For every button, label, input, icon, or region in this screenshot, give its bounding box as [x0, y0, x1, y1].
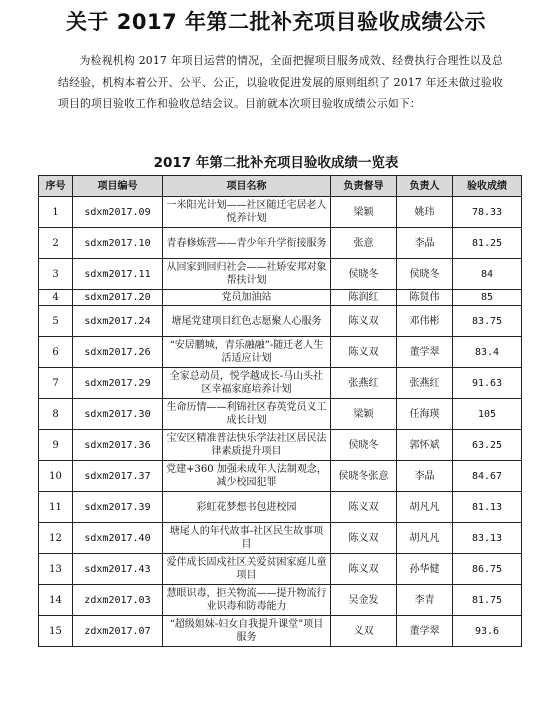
row-supervisor: 侯晓冬 — [331, 259, 397, 290]
table-row — [39, 430, 522, 461]
table-row — [39, 368, 522, 399]
row-score: 86.75 — [453, 554, 522, 585]
row-supervisor: 义双 — [331, 616, 397, 647]
row-code: sdxm2017.30 — [73, 399, 163, 430]
row-score: 78.33 — [453, 197, 522, 228]
row-no: 1 — [39, 197, 73, 228]
row-no: 9 — [39, 430, 73, 461]
row-name: 一米阳光计划——社区随迁宅居老人悦养计划 — [163, 197, 331, 228]
row-leader: 张燕红 — [397, 368, 453, 399]
row-code: sdxm2017.36 — [73, 430, 163, 461]
row-supervisor: 陈润红 — [331, 290, 397, 306]
row-name: 慧眼识毒，拒关物流——提升物流行业识毒和防毒能力 — [163, 585, 331, 616]
header-score: 验收成绩 — [453, 176, 522, 197]
row-leader: 邓伟彬 — [397, 306, 453, 337]
row-code: sdxm2017.09 — [73, 197, 163, 228]
row-score: 84.67 — [453, 461, 522, 492]
row-score: 83.75 — [453, 306, 522, 337]
row-code: sdxm2017.24 — [73, 306, 163, 337]
row-score: 81.13 — [453, 492, 522, 523]
table-row — [39, 228, 522, 259]
row-supervisor: 侯晓冬张意 — [331, 461, 397, 492]
row-leader: 侯晓冬 — [397, 259, 453, 290]
row-name: 塘尾人的年代故事-社区民生故事项目 — [163, 523, 331, 554]
row-leader: 胡凡凡 — [397, 492, 453, 523]
row-code: sdxm2017.11 — [73, 259, 163, 290]
row-no: 7 — [39, 368, 73, 399]
row-supervisor: 陈义双 — [331, 337, 397, 368]
row-no: 15 — [39, 616, 73, 647]
row-name: “超级姐妹-妇女自我提升课堂”项目服务 — [163, 616, 331, 647]
row-leader: 李晶 — [397, 228, 453, 259]
row-leader: 姚玮 — [397, 197, 453, 228]
row-score: 63.25 — [453, 430, 522, 461]
row-leader: 郭怀斌 — [397, 430, 453, 461]
row-name: 青春修炼营——青少年升学衔接服务 — [163, 228, 331, 259]
row-score: 81.25 — [453, 228, 522, 259]
table-row — [39, 585, 522, 616]
table-row — [39, 399, 522, 430]
row-supervisor: 梁颖 — [331, 197, 397, 228]
row-leader: 陈贤伟 — [397, 290, 453, 306]
row-no: 13 — [39, 554, 73, 585]
row-supervisor: 陈义双 — [331, 523, 397, 554]
row-leader: 任海瑛 — [397, 399, 453, 430]
row-no: 3 — [39, 259, 73, 290]
table-header-row — [39, 176, 522, 197]
intro-paragraph: 为检视机构 2017 年项目运营的情况，全面把握项目服务成效、经费执行合理性以及总结经验，机构本着公开、公平、公正，以验收促进发展的原则组织了 2017 年还未做过验收项目的项目验收工作和验收总结会议。目前就本次项目验收成绩公示如下： — [58, 54, 503, 110]
row-no: 5 — [39, 306, 73, 337]
table-row — [39, 306, 522, 337]
table-row — [39, 290, 522, 306]
row-name: “安居鹏城，青乐融融”-随迁老人生活适应计划 — [163, 337, 331, 368]
row-code: sdxm2017.26 — [73, 337, 163, 368]
table-row — [39, 492, 522, 523]
table-row — [39, 259, 522, 290]
row-name: 全家总动员，悦学越成长-马山头社区幸福家庭培养计划 — [163, 368, 331, 399]
row-code: zdxm2017.07 — [73, 616, 163, 647]
row-no: 10 — [39, 461, 73, 492]
header-code: 项目编号 — [73, 176, 163, 197]
row-no: 6 — [39, 337, 73, 368]
row-leader: 孙华健 — [397, 554, 453, 585]
row-supervisor: 陈义双 — [331, 306, 397, 337]
header-supervisor: 负责督导 — [331, 176, 397, 197]
row-code: sdxm2017.10 — [73, 228, 163, 259]
row-score: 83.4 — [453, 337, 522, 368]
row-no: 4 — [39, 290, 73, 306]
row-no: 11 — [39, 492, 73, 523]
row-no: 14 — [39, 585, 73, 616]
row-no: 8 — [39, 399, 73, 430]
table-row — [39, 554, 522, 585]
table-row — [39, 616, 522, 647]
header-leader: 负责人 — [397, 176, 453, 197]
row-no: 2 — [39, 228, 73, 259]
row-code: sdxm2017.37 — [73, 461, 163, 492]
row-score: 85 — [453, 290, 522, 306]
table-title: 2017 年第二批补充项目验收成绩一览表 — [153, 155, 399, 171]
page-title: 关于 2017 年第二批补充项目验收成绩公示 — [65, 10, 487, 34]
table-row — [39, 337, 522, 368]
row-name: 从回家到回归社会——社矫安邦对象帮扶计划 — [163, 259, 331, 290]
row-no: 12 — [39, 523, 73, 554]
table-row — [39, 461, 522, 492]
row-code: sdxm2017.20 — [73, 290, 163, 306]
row-score: 105 — [453, 399, 522, 430]
row-supervisor: 陈义双 — [331, 554, 397, 585]
row-supervisor: 梁颖 — [331, 399, 397, 430]
row-score: 91.63 — [453, 368, 522, 399]
row-leader: 董学翠 — [397, 616, 453, 647]
row-code: sdxm2017.29 — [73, 368, 163, 399]
row-code: sdxm2017.43 — [73, 554, 163, 585]
row-leader: 李晶 — [397, 461, 453, 492]
row-supervisor: 吴金发 — [331, 585, 397, 616]
row-leader: 胡凡凡 — [397, 523, 453, 554]
row-leader: 董学翠 — [397, 337, 453, 368]
header-name: 项目名称 — [163, 176, 331, 197]
row-supervisor: 张燕红 — [331, 368, 397, 399]
row-score: 84 — [453, 259, 522, 290]
row-name: 党建+360 加强未成年人法制观念，减少校园犯罪 — [163, 461, 331, 492]
row-code: sdxm2017.40 — [73, 523, 163, 554]
row-score: 83.13 — [453, 523, 522, 554]
row-score: 93.6 — [453, 616, 522, 647]
row-supervisor: 陈义双 — [331, 492, 397, 523]
row-score: 81.75 — [453, 585, 522, 616]
row-code: zdxm2017.03 — [73, 585, 163, 616]
results-table — [38, 175, 522, 647]
table-row — [39, 197, 522, 228]
row-supervisor: 侯晓冬 — [331, 430, 397, 461]
row-code: sdxm2017.39 — [73, 492, 163, 523]
row-supervisor: 张意 — [331, 228, 397, 259]
row-name: 彩虹花梦想书包进校园 — [163, 492, 331, 523]
row-name: 塘尾党建项目红色志愿聚人心服务 — [163, 306, 331, 337]
row-name: 党员加油站 — [163, 290, 331, 306]
row-name: 宝安区精准普法快乐学法社区居民法律素质提升项目 — [163, 430, 331, 461]
table-row — [39, 523, 522, 554]
row-name: 生命历情——利锦社区春英党员义工成长计划 — [163, 399, 331, 430]
row-name: 爱伴成长固戍社区关爱贫困家庭儿童项目 — [163, 554, 331, 585]
row-leader: 李青 — [397, 585, 453, 616]
header-no: 序号 — [39, 176, 73, 197]
